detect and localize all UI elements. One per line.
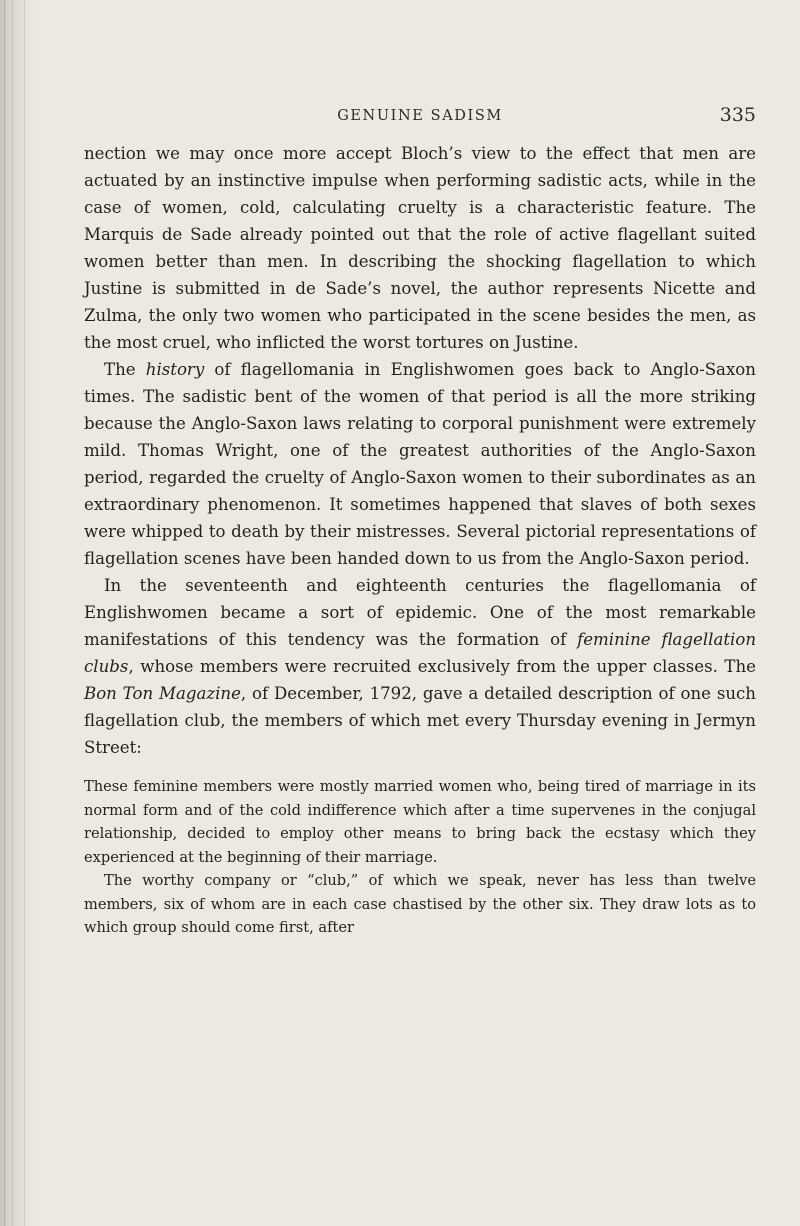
page-number: 335 — [719, 104, 756, 126]
paragraph-2 — [84, 356, 756, 572]
emphasis-history: history — [145, 360, 205, 379]
running-head: GENUINE SADISM — [337, 108, 503, 124]
quote-paragraph-2: The worthy company or “club,” of which we speak, never has less than twelve members, six of whom are in each case chastised by the other six. They draw lots as to which group should come first, after — [84, 872, 756, 936]
gutter-line — [12, 0, 13, 1226]
text-run: The — [104, 360, 146, 379]
text-run: , of December, 1792, gave a detailed description of one such flagellation club, the members of which met every Thursday evening in Jermyn Street: — [84, 684, 756, 757]
quote-paragraph-1: These feminine members were mostly married women who, being tired of marriage in its normal form and of the cold indifference which after a time supervenes in the conjugal relationship, decided to employ other means to bring back the ecstasy which they experienced at the beginning of their marriage. — [84, 778, 756, 866]
page-header — [84, 104, 756, 134]
binding-gutter — [0, 0, 40, 1226]
emphasis-clubs: feminine flagellation clubs — [84, 630, 757, 676]
gutter-line — [24, 0, 25, 1226]
paragraph-1: nection we may once more accept Bloch’s view to the effect that men are actuated by an instinctive impulse when performing sadistic acts, while in the case of women, cold, calculating cruelty is a characteristic feature. The Marquis de Sade already pointed out that the role of active flagellant suited women better than men. In describing the shocking flagellation to which Justine is submitted in de Sade’s novel, the author represents Nicette and Zulma, the only two women who participated in the scene besides the men, as the most cruel, who inflicted the worst tortures on Justine. — [84, 144, 756, 352]
block-quote — [84, 775, 756, 940]
book-page — [84, 104, 756, 940]
text-run: In the seventeenth and eighteenth centuries the flagellomania of Englishwomen became a sort of epidemic. One of the most remarkable manifestations of this tendency was the formation of — [84, 576, 756, 649]
paragraph-3 — [84, 572, 756, 761]
body-text — [84, 140, 756, 761]
emphasis-magazine: Bon Ton Magazine — [84, 684, 241, 703]
text-run: , whose members were recruited exclusively from the upper classes. The — [128, 657, 756, 676]
gutter-line — [4, 0, 5, 1226]
text-run: of flagellomania in Englishwomen goes back to Anglo-Saxon times. The sadistic bent of the women of that period is all the more striking because the Anglo-Saxon laws relating to corporal punishment were extremely mild. Thomas Wright, one of the greatest authorities of the Anglo-Saxon period, regarded the cruelty of Anglo-Saxon women to their subordinates as an extraordinary phenomenon. It sometimes happened that slaves of both sexes were whipped to death by their mistresses. Several pictorial representations of flagellation scenes have been handed down to us from the Anglo-Saxon period. — [84, 360, 756, 568]
